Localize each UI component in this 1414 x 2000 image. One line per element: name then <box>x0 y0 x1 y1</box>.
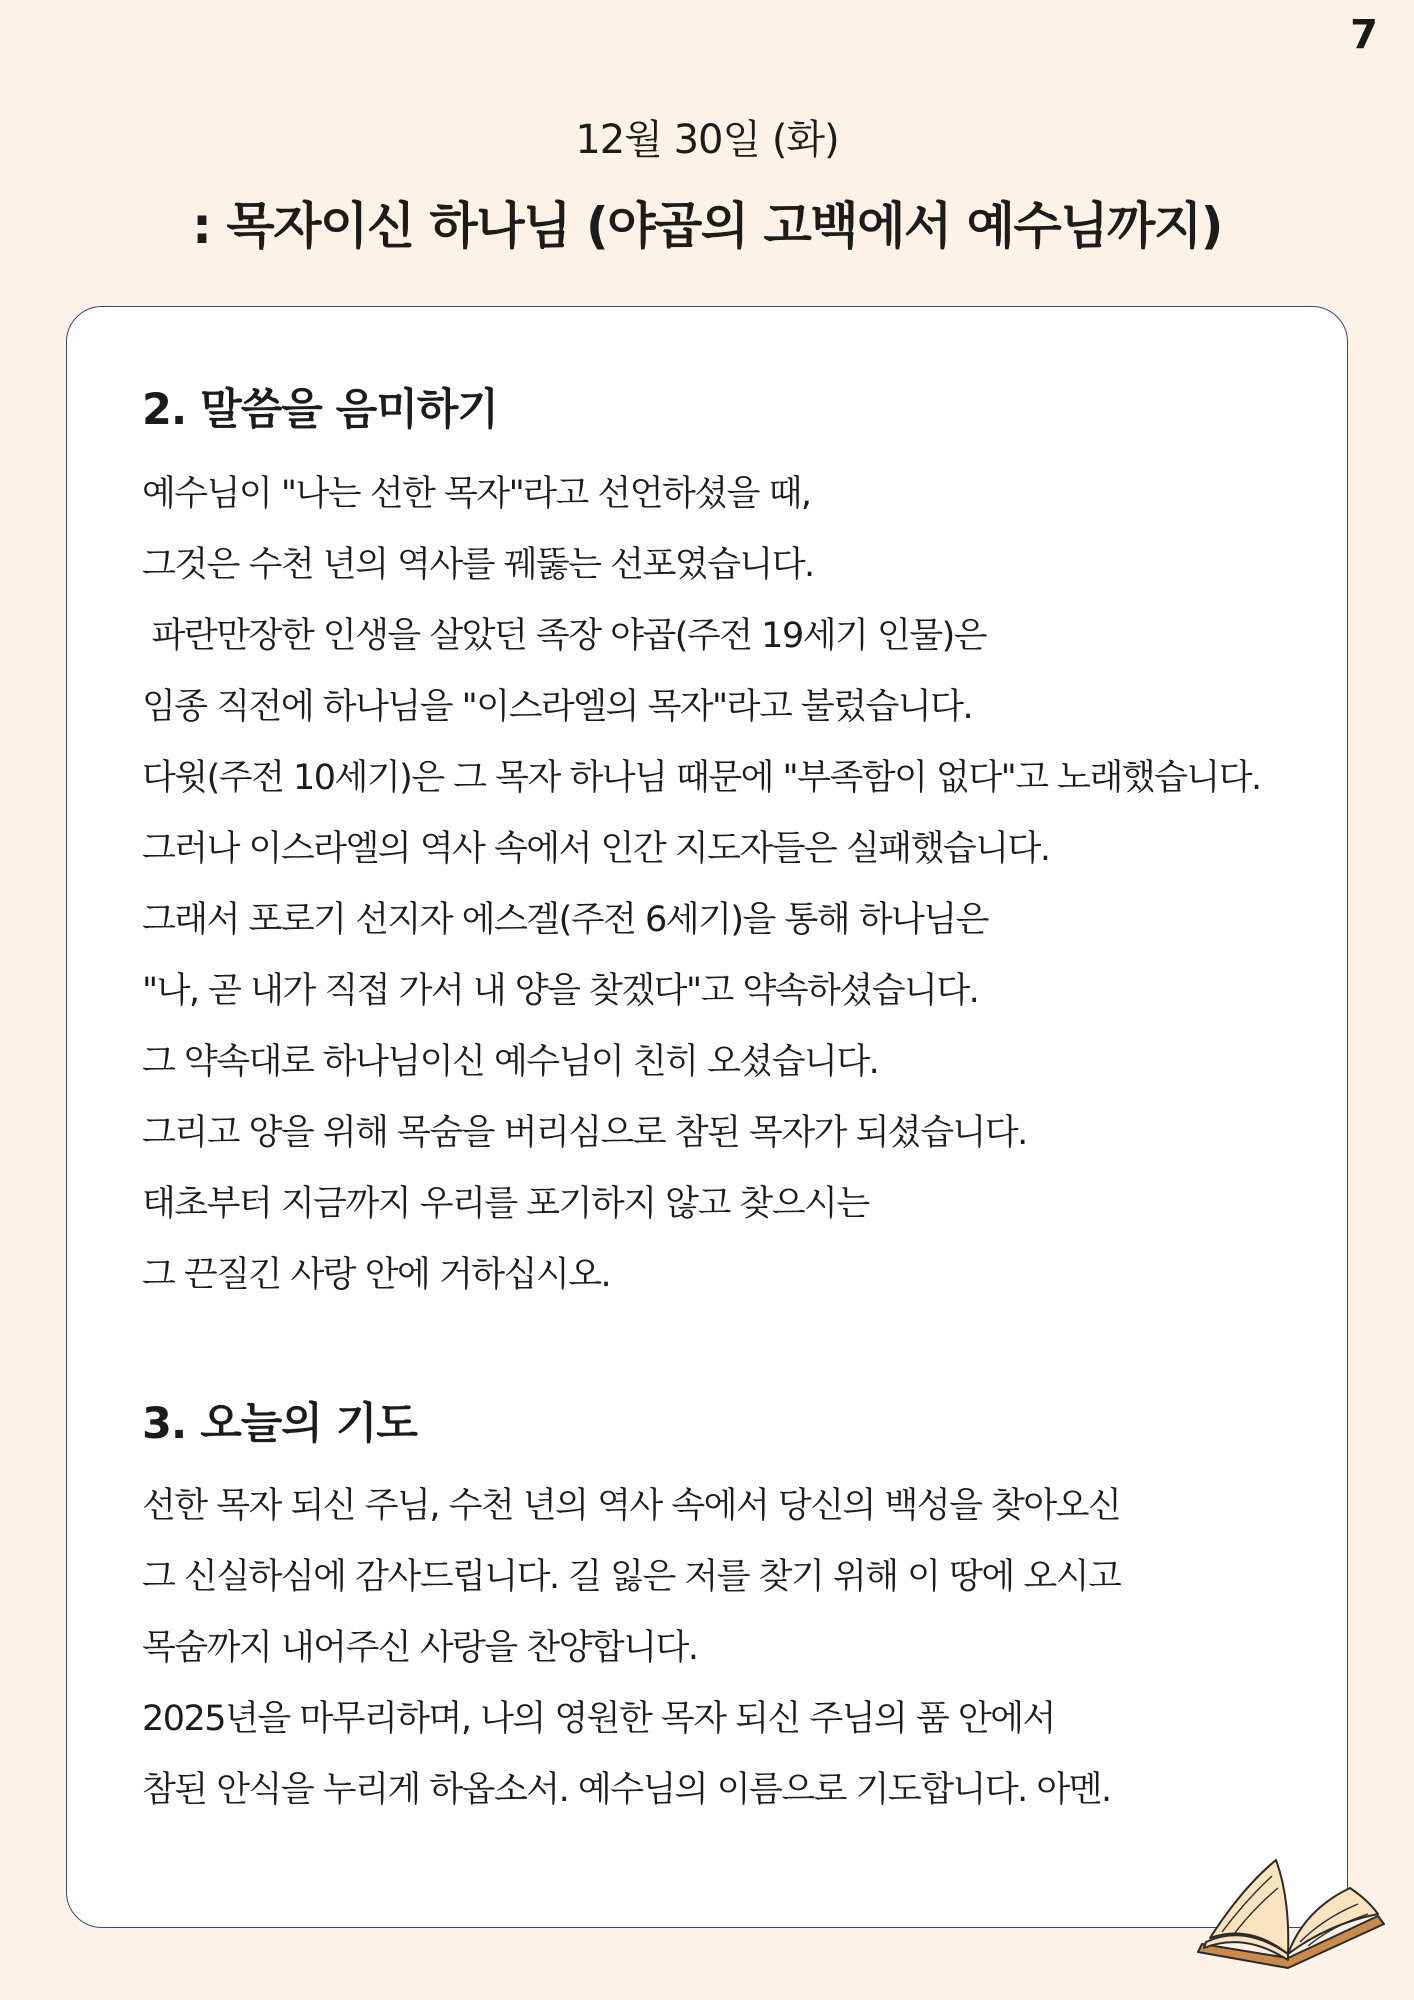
meditation-line: 그 끈질긴 사랑 안에 거하십시오. <box>142 1255 611 1295</box>
open-book-icon <box>1192 1854 1392 1974</box>
prayer-line: 참된 안식을 누리게 하옵소서. 예수님의 이름으로 기도합니다. 아멘. <box>142 1770 1111 1810</box>
page-title: : 목자이신 하나님 (야곱의 고백에서 예수님까지) <box>192 197 1222 255</box>
prayer-line: 그 신실하심에 감사드립니다. 길 잃은 저를 찾기 위해 이 땅에 오시고 <box>142 1557 1121 1597</box>
meditation-line: 예수님이 "나는 선한 목자"라고 선언하셨을 때, <box>142 474 811 514</box>
prayer-line: 2025년을 마무리하며, 나의 영원한 목자 되신 주님의 품 안에서 <box>142 1699 1055 1739</box>
meditation-line: 임종 직전에 하나님을 "이스라엘의 목자"라고 불렀습니다. <box>142 687 973 727</box>
section-heading-meditation: 2. 말씀을 음미하기 <box>142 385 498 435</box>
meditation-line: "나, 곧 내가 직접 가서 내 양을 찾겠다"고 약속하셨습니다. <box>142 971 979 1011</box>
meditation-line: 그리고 양을 위해 목숨을 버리심으로 참된 목자가 되셨습니다. <box>142 1113 1027 1153</box>
meditation-line: 그것은 수천 년의 역사를 꿰뚫는 선포였습니다. <box>142 545 814 585</box>
header-date: 12월 30일 (화) <box>575 117 839 163</box>
meditation-line: 그러나 이스라엘의 역사 속에서 인간 지도자들은 실패했습니다. <box>142 829 1050 869</box>
meditation-line: 그 약속대로 하나님이신 예수님이 친히 오셨습니다. <box>142 1042 879 1082</box>
section-heading-prayer: 3. 오늘의 기도 <box>142 1399 417 1449</box>
meditation-line: 파란만장한 인생을 살았던 족장 야곱(주전 19세기 인물)은 <box>142 616 987 656</box>
meditation-line: 다윗(주전 10세기)은 그 목자 하나님 때문에 "부족함이 없다"고 노래했습니다. <box>142 758 1261 798</box>
meditation-line: 그래서 포로기 선지자 에스겔(주전 6세기)을 통해 하나님은 <box>142 900 988 940</box>
prayer-line: 목숨까지 내어주신 사랑을 찬양합니다. <box>142 1628 698 1668</box>
meditation-line: 태초부터 지금까지 우리를 포기하지 않고 찾으시는 <box>142 1184 869 1224</box>
prayer-line: 선한 목자 되신 주님, 수천 년의 역사 속에서 당신의 백성을 찾아오신 <box>142 1486 1121 1526</box>
page-number: 7 <box>1350 12 1378 58</box>
